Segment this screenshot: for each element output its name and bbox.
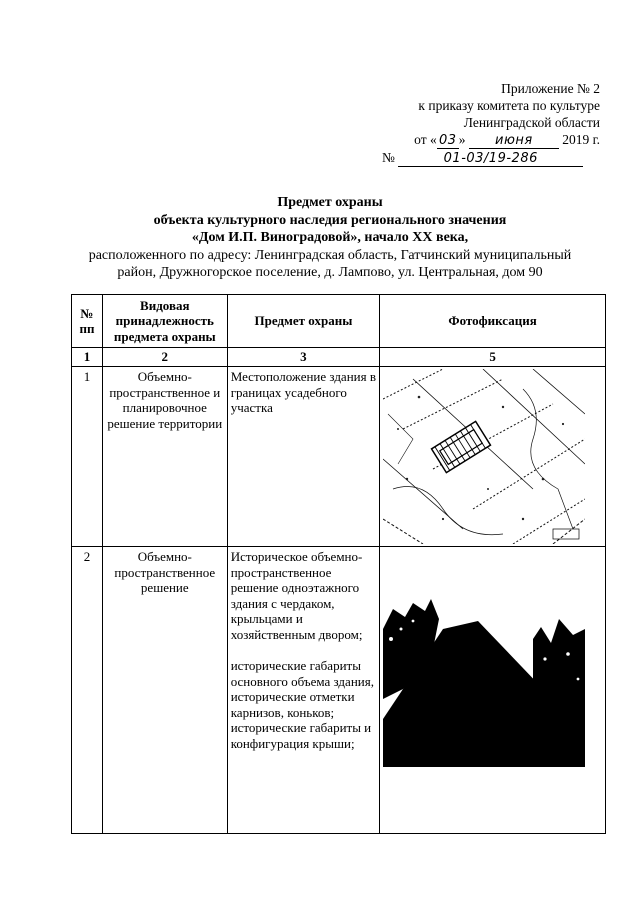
appendix-date (340, 131, 600, 149)
appendix-number (340, 149, 600, 167)
row-1-subject: Местоположение здания в границах усадебного участка (227, 367, 379, 547)
date-year: 2019 г. (562, 132, 600, 147)
title-line-4: расположенного по адресу: Ленинградская область, Гатчинский муниципальный (88, 247, 572, 263)
col-number-3: 3 (227, 348, 379, 367)
header-type: Видовая принадлежность предмета охраны (102, 295, 227, 348)
appendix-header (340, 80, 600, 167)
protection-table (71, 294, 606, 834)
appendix-line-1: Приложение № 2 (501, 81, 600, 96)
table-header-row (72, 295, 606, 348)
number-value-handwritten: 01-03/19-286 (398, 152, 583, 167)
table-row (72, 547, 606, 834)
header-num: № пп (72, 295, 103, 348)
row-2-photo-cell (380, 547, 606, 834)
title-line-2: объекта культурного наследия регионального значения (153, 212, 507, 228)
row-2-subject (227, 547, 379, 834)
date-quote: » (458, 132, 466, 147)
title-line-3: «Дом И.П. Виноградовой», начало XX века, (191, 230, 469, 245)
col-number-2: 2 (102, 348, 227, 367)
date-day-handwritten: 03 (437, 134, 459, 149)
date-month-handwritten: июня (469, 134, 559, 149)
site-plan-map-image (383, 369, 585, 544)
col-number-1: 1 (72, 348, 103, 367)
appendix-line-3: Ленинградской области (463, 115, 600, 130)
house-photo-image (383, 599, 585, 767)
row-2-type: Объемно-пространственное решение (102, 547, 227, 834)
number-prefix: № (382, 150, 395, 165)
row-2-subject-p1: Историческое объемно-пространственное решение одноэтажного здания с чердаком, крыльцами и хозяйственным двором; (230, 549, 363, 642)
header-photo: Фотофиксация (380, 295, 606, 348)
title-line-5: район, Дружногорское поселение, д. Лампово, ул. Центральная, дом 90 (117, 265, 543, 280)
appendix-line-2: к приказу комитета по культуре (418, 98, 600, 113)
column-number-row (72, 348, 606, 367)
row-2-num: 2 (72, 547, 103, 834)
header-subject: Предмет охраны (227, 295, 379, 348)
row-2-subject-p2: исторические габариты основного объема здания, исторические отметки карнизов, коньков; (230, 658, 374, 720)
date-prefix: от « (414, 132, 437, 147)
row-1-photo-cell (380, 367, 606, 547)
row-1-type: Объемно-пространственное и планировочное решение территории (102, 367, 227, 547)
row-1-num: 1 (72, 367, 103, 547)
document-title (50, 194, 610, 282)
table-row (72, 367, 606, 547)
row-2-subject-p3: исторические габариты и конфигурация крыши; (230, 720, 372, 751)
col-number-5: 5 (380, 348, 606, 367)
title-line-1: Предмет охраны (277, 195, 383, 210)
